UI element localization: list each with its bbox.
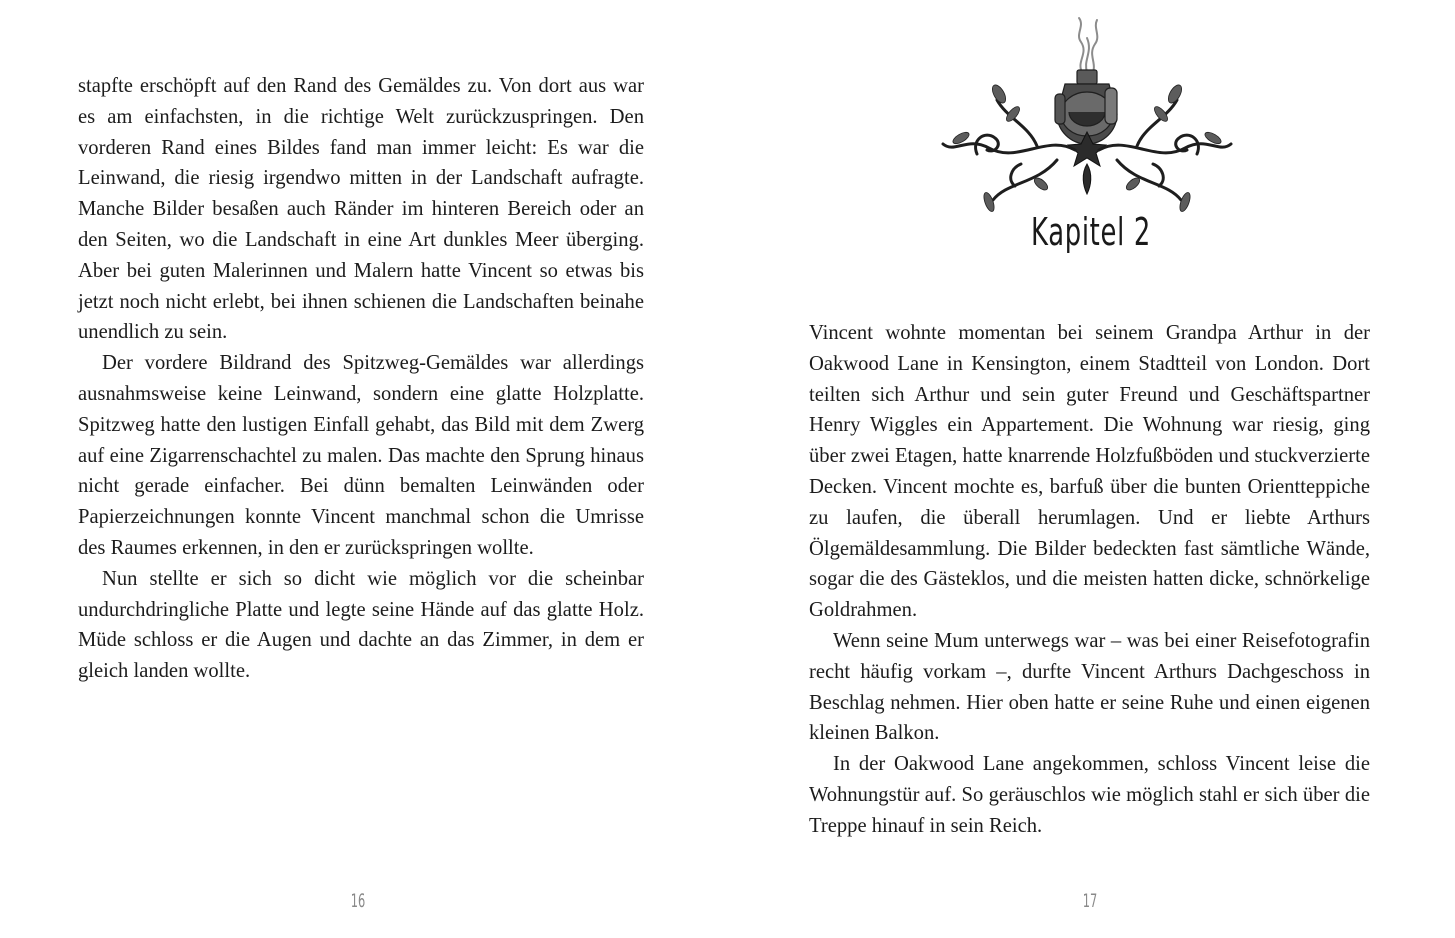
paragraph: Wenn seine Mum unterwegs war – was bei einer Reisefotografin recht häufig vorkam –, durfte Vincent Arthurs Dachgeschoss in Beschlag nehmen. Hier oben hatte er seine Ruhe und einen eigenen kleinen Balkon. xyxy=(809,629,1370,745)
page-number: 16 xyxy=(350,890,366,912)
right-page xyxy=(727,0,1455,938)
left-page-body xyxy=(78,71,644,687)
paragraph: stapfte erschöpft auf den Rand des Gemäldes zu. Von dort aus war es am einfachsten, in die richtige Welt zurückzuspringen. Den vorderen Rand eines Bildes fand man immer leicht: Es war die Leinwand, die riesig irgendwo mitten in der Landschaft aufragte. Manche Bilder besaßen auch Ränder im hinteren Bereich oder an den Seiten, wo die Landschaft in eine Art dunkles Meer überging. Aber bei guten Malerinnen und Malern hatte Vincent so etwas bis jetzt noch nicht erlebt, bei ihnen schienen die Landschaften beinahe unendlich zu sein. xyxy=(78,75,644,344)
paragraph: In der Oakwood Lane angekommen, schloss Vincent leise die Wohnungstür auf. So geräuschlos wie möglich stahl er sich über die Treppe hinauf in sein Reich. xyxy=(809,753,1370,837)
paragraph: Der vordere Bildrand des Spitzweg-Gemäldes war allerdings ausnahmsweise keine Leinwand, sondern eine glatte Holzplatte. Spitzweg hatte den lustigen Einfall gehabt, das Bild mit dem Zwerg auf eine Zigarrenschachtel zu malen. Das machte den Sprung hinaus nicht gerade einfacher. Bei dünn bemalten Leinwänden oder Papierzeichnungen konnte Vincent manchmal schon die Umrisse des Raumes erkennen, in den er zurückspringen wollte. xyxy=(78,352,644,559)
paragraph: Vincent wohnte momentan bei seinem Grandpa Arthur in der Oakwood Lane in Kensington, einem Stadtteil von London. Dort teilten sich Arthur und sein guter Freund und Geschäftspartner Henry Wiggles ein Appartement. Die Wohnung war riesig, ging über zwei Etagen, hatte knarrende Holzfußböden und stuckverzierte Decken. Vincent mochte es, barfuß über die bunten Orientteppiche zu laufen, die überall herumlagen. Und er liebte Arthurs Ölgemäldesammlung. Die Bilder bedeckten fast sämtliche Wände, sogar die des Gästeklos, und die meisten hatten dicke, schnörkelige Goldrahmen. xyxy=(809,322,1370,622)
chapter-title: Kapitel 2 xyxy=(1031,210,1151,254)
right-page-body xyxy=(809,318,1370,842)
page-number: 17 xyxy=(1082,890,1098,912)
potion-flask-ornament-icon xyxy=(937,14,1237,216)
left-page xyxy=(0,0,727,938)
paragraph: Nun stellte er sich so dicht wie möglich vor die scheinbar undurchdringliche Platte und legte seine Hände auf das glatte Holz. Müde schloss er die Augen und dachte an das Zimmer, in dem er gleich landen wollte. xyxy=(78,567,644,683)
